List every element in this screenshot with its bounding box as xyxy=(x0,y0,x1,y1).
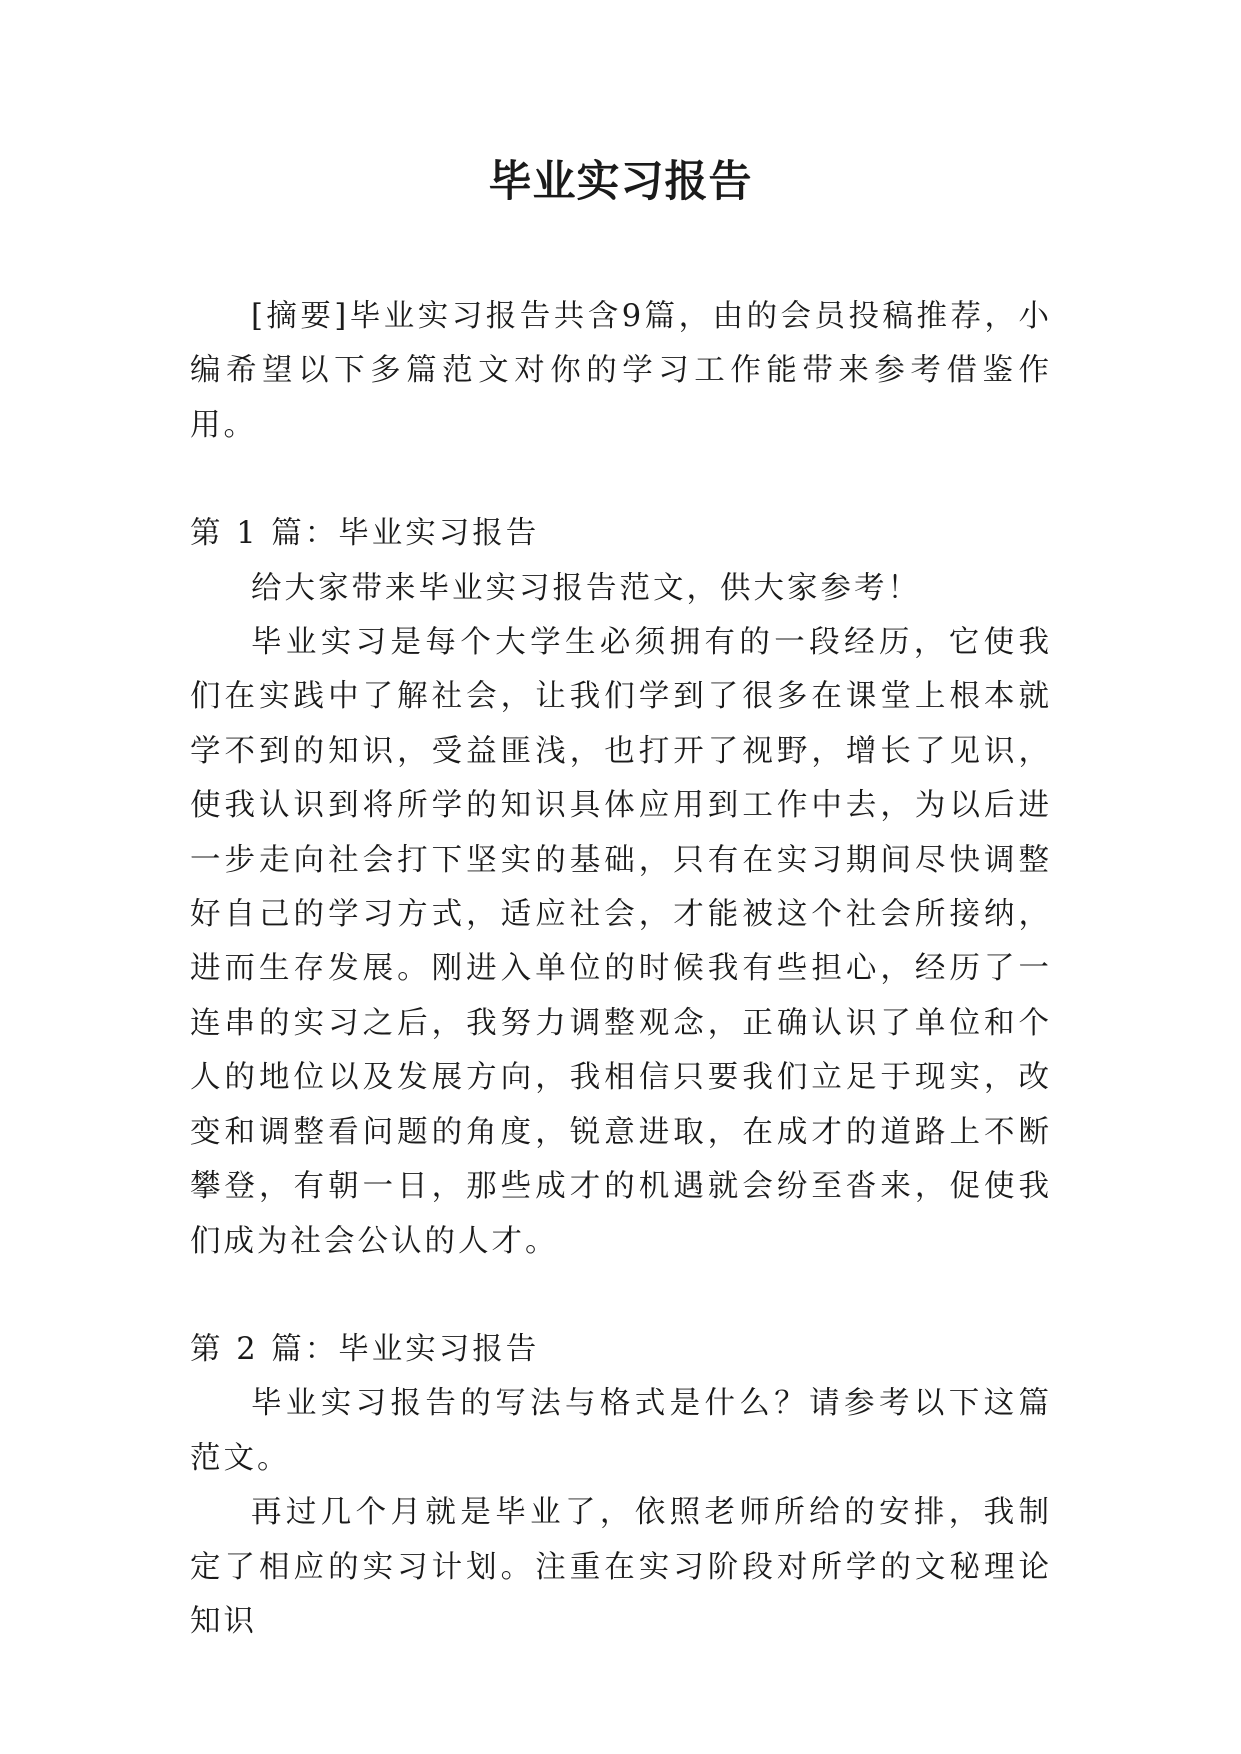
document-body xyxy=(190,290,1052,1649)
section-gap xyxy=(190,1269,1052,1323)
section-2-paragraph-2: 再过几个月就是毕业了，依照老师所给的安排，我制定了相应的实习计划。注重在实习阶段对所学的文秘理论知识 xyxy=(190,1495,1052,1639)
section-1-paragraph-2: 毕业实习是每个大学生必须拥有的一段经历，它使我们在实践中了解社会，让我们学到了很多在课堂上根本就学不到的知识，受益匪浅，也打开了视野，增长了见识，使我认识到将所学的知识具体应用到工作中去，为以后进一步走向社会打下坚实的基础，只有在实习期间尽快调整好自己的学习方式，适应社会，才能被这个社会所接纳，进而生存发展。刚进入单位的时候我有些担心，经历了一连串的实习之后，我努力调整观念，正确认识了单位和个人的地位以及发展方向，我相信只要我们立足于现实，改变和调整看问题的角度，锐意进取，在成才的道路上不断攀登，有朝一日，那些成才的机遇就会纷至沓来，促使我们成为社会公认的人才。 xyxy=(190,625,1052,1259)
section-2-heading: 第 2 篇：毕业实习报告 xyxy=(190,1331,540,1367)
section-gap xyxy=(190,453,1052,507)
section-1-paragraph-1: 给大家带来毕业实习报告范文，供大家参考！ xyxy=(251,570,921,606)
section-2-paragraph-1: 毕业实习报告的写法与格式是什么？请参考以下这篇范文。 xyxy=(190,1386,1052,1476)
section-1-heading: 第 1 篇：毕业实习报告 xyxy=(190,516,540,552)
document-title: 毕业实习报告 xyxy=(488,157,753,207)
abstract-paragraph: [摘要]毕业实习报告共含9篇，由的会员投稿推荐，小编希望以下多篇范文对你的学习工作能带来参考借鉴作用。 xyxy=(190,299,1052,443)
